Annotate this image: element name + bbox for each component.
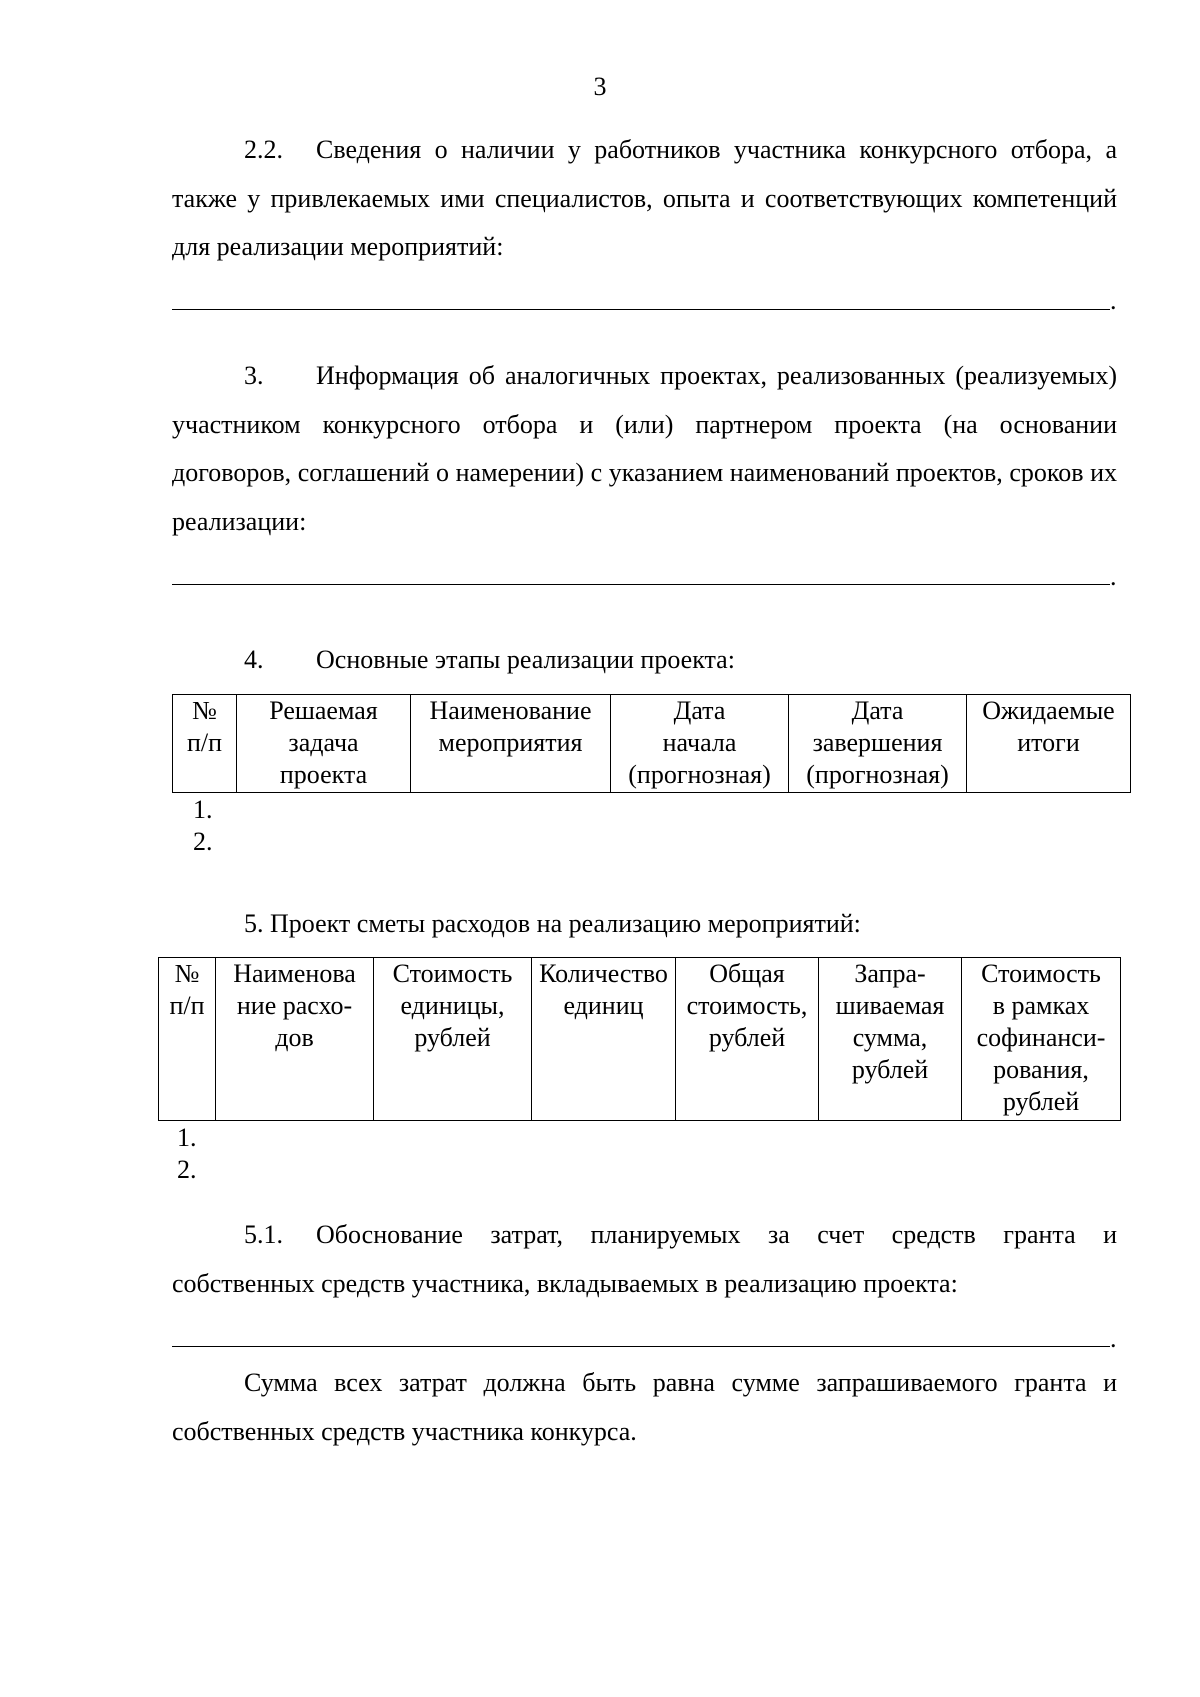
budget-estimate-table	[158, 957, 1121, 1121]
section-5-1-fill-dot: .	[1110, 1324, 1117, 1353]
header-line: рования,	[993, 1055, 1089, 1084]
header-line: №	[174, 959, 200, 988]
header-line: шиваемая	[835, 991, 945, 1020]
section-3-paragraph	[172, 352, 1117, 546]
header-line: Общая	[709, 959, 785, 988]
closing-note: Сумма всех затрат должна быть равна сумме запрашиваемого гранта и собственных средств участника конкурса.	[172, 1368, 1117, 1446]
header-line: Наименование	[429, 696, 592, 725]
header-line: дов	[275, 1023, 314, 1052]
header-line: проекта	[279, 760, 368, 789]
header-line: п/п	[186, 728, 223, 757]
budget-header-expense-name	[216, 958, 374, 1121]
header-line: сумма,	[852, 1023, 928, 1052]
header-line: единиц	[563, 991, 644, 1020]
header-line: завершения	[812, 728, 943, 757]
section-5-heading	[172, 900, 1117, 948]
budget-header-cofinancing	[962, 958, 1121, 1121]
header-line: (прогнозная)	[806, 760, 949, 789]
project-stages-table	[172, 694, 1131, 793]
header-line: Стоимость	[981, 959, 1101, 988]
header-line: Запра-	[854, 959, 926, 988]
header-line: ние расхо-	[236, 991, 353, 1020]
header-line: начала	[662, 728, 737, 757]
stages-row-number-1: 1.	[193, 795, 213, 824]
section-2-2-text: Сведения о наличии у работников участника конкурсного отбора, а также у привлекаемых ими специалистов, опыта и соответствующих компетенций для реализации мероприятий:	[172, 135, 1117, 261]
stages-header-start-date	[611, 695, 789, 793]
section-4-number: 4.	[244, 645, 264, 674]
header-line: Наименова	[233, 959, 356, 988]
budget-header-unit-cost	[374, 958, 532, 1121]
section-2-2-fill-dot: .	[1110, 286, 1117, 315]
budget-header-requested-sum	[819, 958, 962, 1121]
section-5-text: 5. Проект сметы расходов на реализацию мероприятий:	[244, 909, 861, 938]
stages-header-number	[173, 695, 237, 793]
header-line: Дата	[673, 696, 726, 725]
budget-header-number	[159, 958, 216, 1121]
header-line: рублей	[708, 1023, 786, 1052]
header-line: мероприятия	[438, 728, 583, 757]
section-3-text: Информация об аналогичных проектах, реализованных (реализуемых) участником конкурсного отбора и (или) партнером проекта (на основании договоров, соглашений о намерении) с указанием наименований проектов, сроков их реализации:	[172, 361, 1117, 536]
page-number: 3	[593, 72, 607, 101]
stages-row-number-2: 2.	[193, 827, 213, 856]
section-2-2-paragraph	[172, 126, 1117, 272]
header-line: рублей	[414, 1023, 491, 1052]
header-line: №	[192, 696, 217, 725]
section-4-heading	[172, 636, 1117, 684]
section-3-number: 3.	[244, 361, 264, 390]
project-stages-header-row	[173, 695, 1131, 793]
header-line: Ожидаемые	[982, 696, 1115, 725]
budget-row-number-2: 2.	[177, 1155, 197, 1184]
stages-header-end-date	[789, 695, 967, 793]
section-5-1-text: Обоснование затрат, планируемых за счет средств гранта и собственных средств участника, вкладываемых в реализацию проекта:	[172, 1220, 1117, 1298]
header-line: единицы,	[400, 991, 505, 1020]
header-line: п/п	[169, 991, 205, 1020]
header-line: Дата	[851, 696, 904, 725]
section-5-1-paragraph	[172, 1211, 1117, 1308]
stages-header-event-name	[411, 695, 611, 793]
section-5-1-number: 5.1.	[244, 1220, 283, 1249]
header-line: стоимость,	[686, 991, 808, 1020]
header-line: (прогнозная)	[628, 760, 771, 789]
section-4-text: Основные этапы реализации проекта:	[316, 645, 735, 674]
header-line: рублей	[1002, 1087, 1080, 1116]
section-2-2-number: 2.2.	[244, 135, 283, 164]
header-line: в рамках	[992, 991, 1090, 1020]
stages-header-expected-results	[967, 695, 1131, 793]
budget-header-total-cost	[676, 958, 819, 1121]
section-2-2-fill-line[interactable]	[172, 309, 1110, 310]
header-line: итоги	[1017, 728, 1080, 757]
header-line: Решаемая	[269, 696, 378, 725]
header-line: софинанси-	[976, 1023, 1106, 1052]
section-3-fill-line[interactable]	[172, 584, 1110, 585]
budget-header-row	[159, 958, 1121, 1121]
section-5-1-fill-line[interactable]	[172, 1346, 1110, 1347]
section-3-fill-dot: .	[1110, 562, 1117, 591]
header-line: Стоимость	[392, 959, 513, 988]
header-line: Количество	[539, 959, 668, 988]
stages-header-task	[237, 695, 411, 793]
budget-header-quantity	[532, 958, 676, 1121]
header-line: задача	[288, 728, 359, 757]
budget-row-number-1: 1.	[177, 1123, 197, 1152]
header-line: рублей	[851, 1055, 929, 1084]
